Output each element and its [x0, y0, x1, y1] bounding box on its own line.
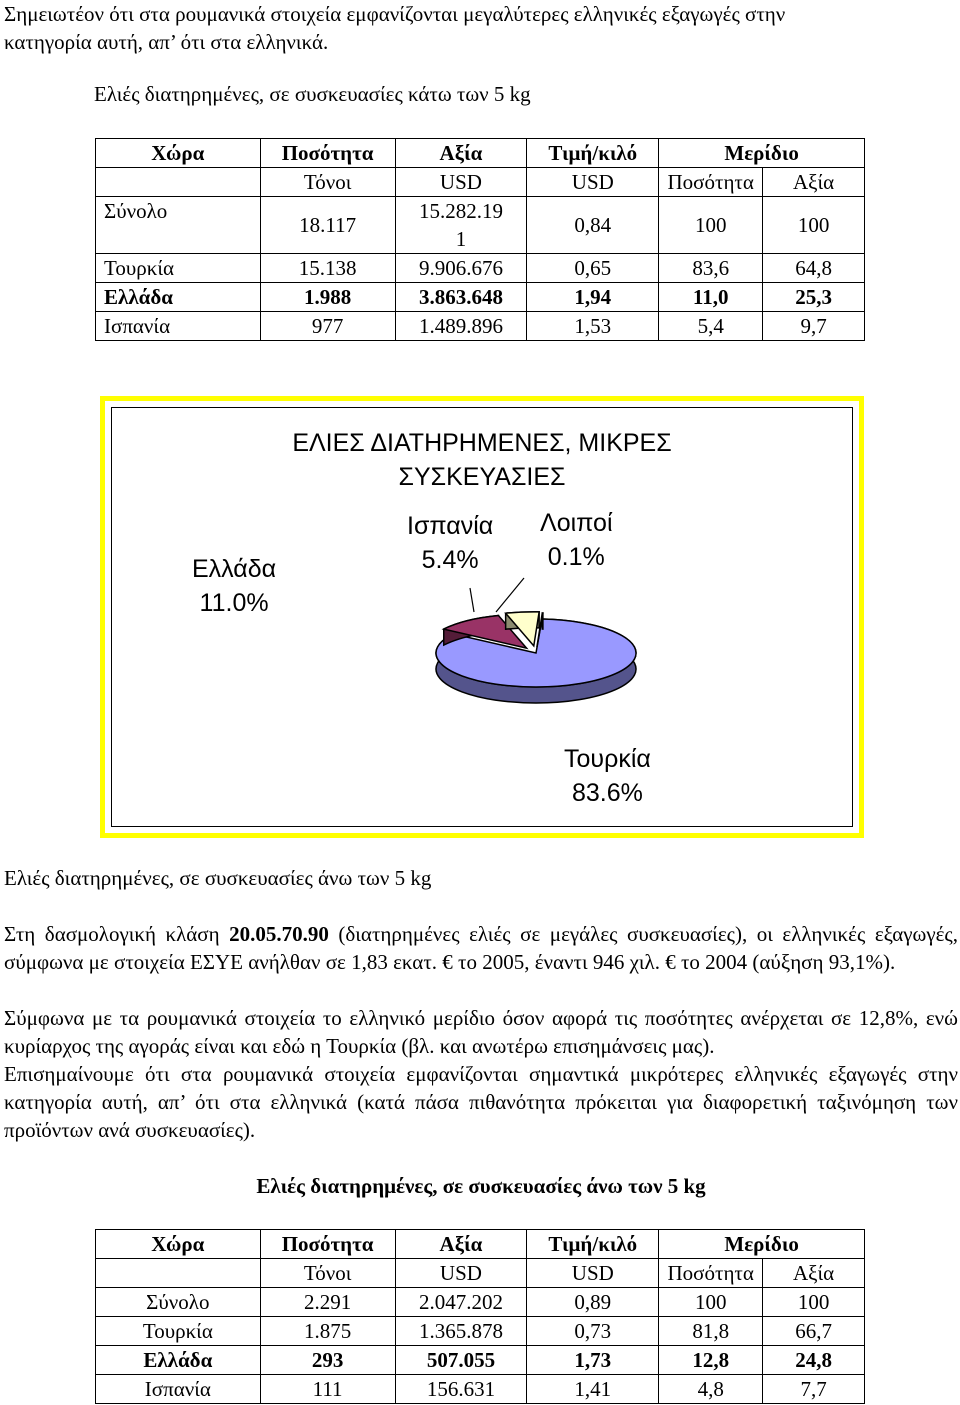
- table1-cell-value-line2: 1: [455, 227, 467, 251]
- table2-cell-share-qty: 81,8: [659, 1317, 763, 1346]
- table2-cell-qty: 2.291: [260, 1288, 395, 1317]
- table1-cell-price: 0,65: [527, 254, 659, 283]
- table2-cell-share-val: 24,8: [763, 1346, 865, 1375]
- pie-label-spain: [407, 509, 493, 577]
- table1-cell-share-qty: 11,0: [659, 283, 763, 312]
- section2-p1-pre: Στη δασμολογική κλάση: [4, 922, 230, 946]
- table2-cell-value: 507.055: [395, 1346, 527, 1375]
- section2-heading: Ελιές διατηρημένες, σε συσκευασίες άνω των 5 kg: [4, 866, 432, 890]
- table-row: [96, 1288, 865, 1317]
- table2-cell-qty: 111: [260, 1375, 395, 1404]
- table2-header-value: Αξία: [395, 1230, 527, 1259]
- table2-cell-country: Τουρκία: [96, 1317, 261, 1346]
- table2-cell-qty: 293: [260, 1346, 395, 1375]
- pie-label-others: [540, 506, 613, 574]
- table1-cell-country: Σύνολο: [96, 197, 261, 254]
- table1-cell-qty: 15.138: [260, 254, 395, 283]
- pie-label-others-name: Λοιποί: [540, 509, 613, 537]
- pie-label-greece-value: 11.0%: [199, 589, 269, 617]
- table1-cell-value: 3.863.648: [395, 283, 527, 312]
- chart-title-line-2: ΣΥΣΚΕΥΑΣΙΕΣ: [398, 463, 566, 491]
- table1-cell-share-val: 64,8: [763, 254, 865, 283]
- chart-title-line-1: ΕΛΙΕΣ ΔΙΑΤΗΡΗΜΕΝΕΣ, ΜΙΚΡΕΣ: [292, 429, 672, 457]
- pie-label-greece-name: Ελλάδα: [192, 555, 277, 583]
- pie-label-turkey: [564, 742, 651, 810]
- table2-cell-country: Σύνολο: [96, 1288, 261, 1317]
- table1-cell-value-line1: 15.282.19: [418, 199, 503, 223]
- table2-cell-share-qty: 12,8: [659, 1346, 763, 1375]
- table2-cell-qty: 1.875: [260, 1317, 395, 1346]
- table1-unit-share-qty: Ποσότητα: [659, 168, 763, 197]
- table2-header-qty: Ποσότητα: [260, 1230, 395, 1259]
- table-row: [96, 1375, 865, 1404]
- pie-label-others-value: 0.1%: [547, 543, 605, 571]
- table1-cell-share-val: 100: [763, 197, 865, 254]
- table-row: [96, 1346, 865, 1375]
- table2-cell-price: 1,73: [527, 1346, 659, 1375]
- pie-chart-area: [111, 407, 853, 827]
- table1-unit-value: USD: [395, 168, 527, 197]
- table2-cell-value: 1.365.878: [395, 1317, 527, 1346]
- table1-header-row: [96, 139, 865, 168]
- table1-cell-qty: 977: [260, 312, 395, 341]
- pie-label-greece: [192, 552, 276, 620]
- table2-units-row: [96, 1259, 865, 1288]
- table2-cell-country: Ισπανία: [96, 1375, 261, 1404]
- table2-cell-share-val: 66,7: [763, 1317, 865, 1346]
- pie-label-spain-name: Ισπανία: [407, 512, 494, 540]
- table1-cell-country: Τουρκία: [96, 254, 261, 283]
- leader-line-spain: [470, 588, 474, 612]
- table2-unit-share-val: Αξία: [763, 1259, 865, 1288]
- table1-header-price: Τιμή/κιλό: [527, 139, 659, 168]
- table2-header-row: [96, 1230, 865, 1259]
- table2-unit-price: USD: [527, 1259, 659, 1288]
- pie-label-spain-value: 5.4%: [421, 546, 479, 574]
- leader-line-others: [496, 578, 524, 612]
- table1-cell-country: Ισπανία: [96, 312, 261, 341]
- table1-cell-qty: 1.988: [260, 283, 395, 312]
- table1-unit-qty: Τόνοι: [260, 168, 395, 197]
- pie-label-turkey-value: 83.6%: [571, 779, 643, 807]
- table1-header-country: Χώρα: [96, 139, 261, 168]
- table1-cell-price: 1,94: [527, 283, 659, 312]
- section2-p1-post: (διατηρημένες ελιές σε μεγάλες συσκευασίες), οι ελληνικές εξαγωγές, σύμφωνα με στοιχεία ΕΣΥΕ ανήλθαν σε 1,83 εκατ. € το 2005, έναντι 946 χιλ. € το 2004 (αύξηση 93,1%).: [4, 922, 958, 974]
- table1-caption: Ελιές διατηρημένες, σε συσκευασίες κάτω των 5 kg: [94, 82, 531, 106]
- table2-cell-country: Ελλάδα: [96, 1346, 261, 1375]
- table2-cell-price: 0,89: [527, 1288, 659, 1317]
- table1-cell-share-qty: 100: [659, 197, 763, 254]
- table2-unit-qty: Τόνοι: [260, 1259, 395, 1288]
- table1-header-share: Μερίδιο: [659, 139, 865, 168]
- table-row: [96, 254, 865, 283]
- table1-cell-price: 1,53: [527, 312, 659, 341]
- table2-header-price: Τιμή/κιλό: [527, 1230, 659, 1259]
- table-row: [96, 197, 865, 254]
- table1-header-qty: Ποσότητα: [260, 139, 395, 168]
- table1-cell-share-val: 9,7: [763, 312, 865, 341]
- section2-p1-code: 20.05.70.90: [229, 922, 329, 946]
- table1-cell-value: 9.906.676: [395, 254, 527, 283]
- table2-cell-share-qty: 4,8: [659, 1375, 763, 1404]
- table1-cell-value: 1.489.896: [395, 312, 527, 341]
- table1: [95, 138, 865, 341]
- table1-cell-share-qty: 5,4: [659, 312, 763, 341]
- table2: [95, 1229, 865, 1404]
- table2-cell-value: 156.631: [395, 1375, 527, 1404]
- pie-label-turkey-name: Τουρκία: [564, 745, 651, 773]
- section2-paragraph-1: [4, 920, 958, 976]
- table1-cell-value: [395, 197, 527, 254]
- table1-unit-share-val: Αξία: [763, 168, 865, 197]
- table1-units-empty: [96, 168, 261, 197]
- table2-cell-share-qty: 100: [659, 1288, 763, 1317]
- table2-cell-value: 2.047.202: [395, 1288, 527, 1317]
- table1-cell-qty: 18.117: [260, 197, 395, 254]
- table1-header-value: Αξία: [395, 139, 527, 168]
- table-row: [96, 312, 865, 341]
- table2-cell-share-val: 100: [763, 1288, 865, 1317]
- pie-chart-frame: [100, 396, 864, 838]
- section2-paragraph-2: Σύμφωνα με τα ρουμανικά στοιχεία το ελληνικό μερίδιο όσον αφορά τις ποσότητες ανέρχεται σε 12,8%, ενώ κυρίαρχος της αγοράς είναι και εδώ η Τουρκία (βλ. και ανωτέρω επισημάνσεις μας).: [4, 1006, 958, 1058]
- intro-line-2: κατηγορία αυτή, απ’ ότι στα ελληνικά.: [4, 30, 329, 54]
- table2-caption: Ελιές διατηρημένες, σε συσκευασίες άνω των 5 kg: [256, 1174, 706, 1198]
- table2-cell-price: 0,73: [527, 1317, 659, 1346]
- table2-units-empty: [96, 1259, 261, 1288]
- table2-cell-price: 1,41: [527, 1375, 659, 1404]
- table1-cell-price: 0,84: [527, 197, 659, 254]
- table1-unit-price: USD: [527, 168, 659, 197]
- table-row: [96, 283, 865, 312]
- table1-cell-share-qty: 83,6: [659, 254, 763, 283]
- table1-cell-country: Ελλάδα: [96, 283, 261, 312]
- intro-line-1: Σημειωτέον ότι στα ρουμανικά στοιχεία εμφανίζονται μεγαλύτερες ελληνικές εξαγωγές στην: [4, 2, 786, 26]
- table2-unit-share-qty: Ποσότητα: [659, 1259, 763, 1288]
- table-row: [96, 1317, 865, 1346]
- section2-paragraph-3: Επισημαίνουμε ότι στα ρουμανικά στοιχεία εμφανίζονται σημαντικά μικρότερες ελληνικές εξαγωγές στην κατηγορία αυτή, απ’ ότι στα ελληνικά (κατά πάσα πιθανότητα πρόκειται για διαφορετική ταξινόμηση των προϊόντων ανά συσκευασίες).: [4, 1062, 958, 1142]
- table2-header-share: Μερίδιο: [659, 1230, 865, 1259]
- table2-unit-value: USD: [395, 1259, 527, 1288]
- table1-cell-share-val: 25,3: [763, 283, 865, 312]
- table1-units-row: [96, 168, 865, 197]
- table2-header-country: Χώρα: [96, 1230, 261, 1259]
- table2-cell-share-val: 7,7: [763, 1375, 865, 1404]
